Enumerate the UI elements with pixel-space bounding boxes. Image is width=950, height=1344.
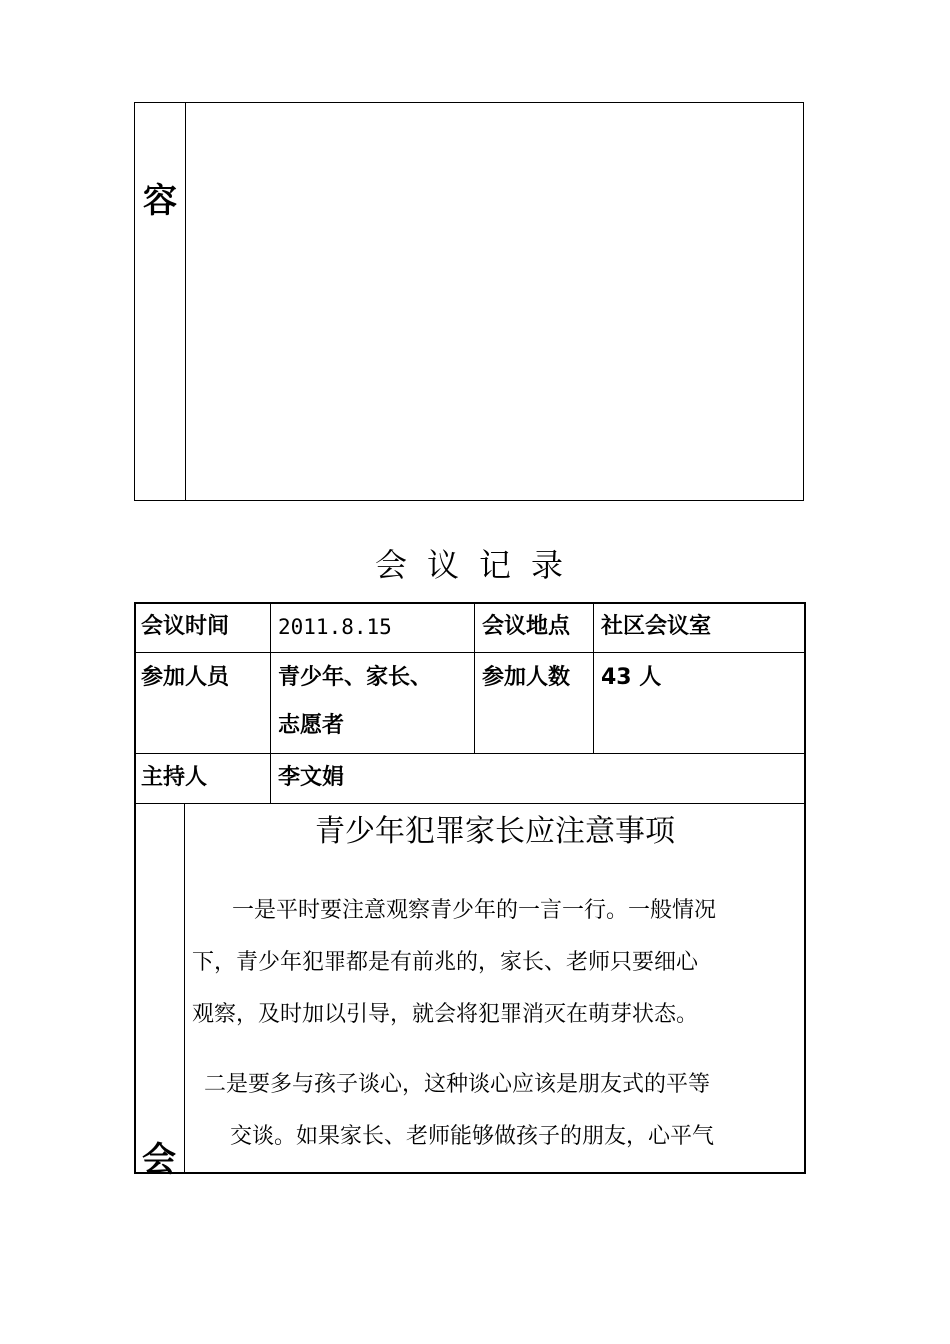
meeting-place-label: 会议地点 <box>482 614 571 639</box>
content-section-side-label: 会 <box>142 1140 176 1180</box>
meeting-time-label: 会议时间 <box>141 614 230 639</box>
paragraph-2-line-2: 交谈。如果家长、老师能够做孩子的朋友，心平气 <box>230 1124 715 1149</box>
attendee-count-value: 43 人 <box>601 665 662 690</box>
attendees-value-line2: 志愿者 <box>278 713 345 738</box>
paragraph-1-line-1: 一是平时要注意观察青少年的一言一行。一般情况 <box>232 898 717 923</box>
page-title: 会议记录 <box>374 546 583 584</box>
paragraph-1-line-2: 下，青少年犯罪都是有前兆的，家长、老师只要细心 <box>192 950 699 975</box>
meeting-record-table <box>134 602 806 1180</box>
paragraph-1-line-3: 观察，及时加以引导，就会将犯罪消灭在萌芽状态。 <box>192 1002 699 1027</box>
paragraph-2-line-1: 二是要多与孩子谈心，这种谈心应该是朋友式的平等 <box>204 1072 711 1097</box>
meeting-place-value: 社区会议室 <box>601 614 712 639</box>
host-value: 李文娟 <box>278 765 345 790</box>
column-divider <box>185 103 186 500</box>
attendee-count-label: 参加人数 <box>482 665 571 690</box>
attendees-value-line1: 青少年、家长、 <box>278 665 433 690</box>
content-heading: 青少年犯罪家长应注意事项 <box>315 814 675 849</box>
content-side-label: 容 <box>143 181 177 221</box>
host-label: 主持人 <box>141 765 208 790</box>
attendees-label: 参加人员 <box>141 665 230 690</box>
previous-record-box <box>134 102 804 501</box>
meeting-time-value: 2011.8.15 <box>278 615 392 639</box>
